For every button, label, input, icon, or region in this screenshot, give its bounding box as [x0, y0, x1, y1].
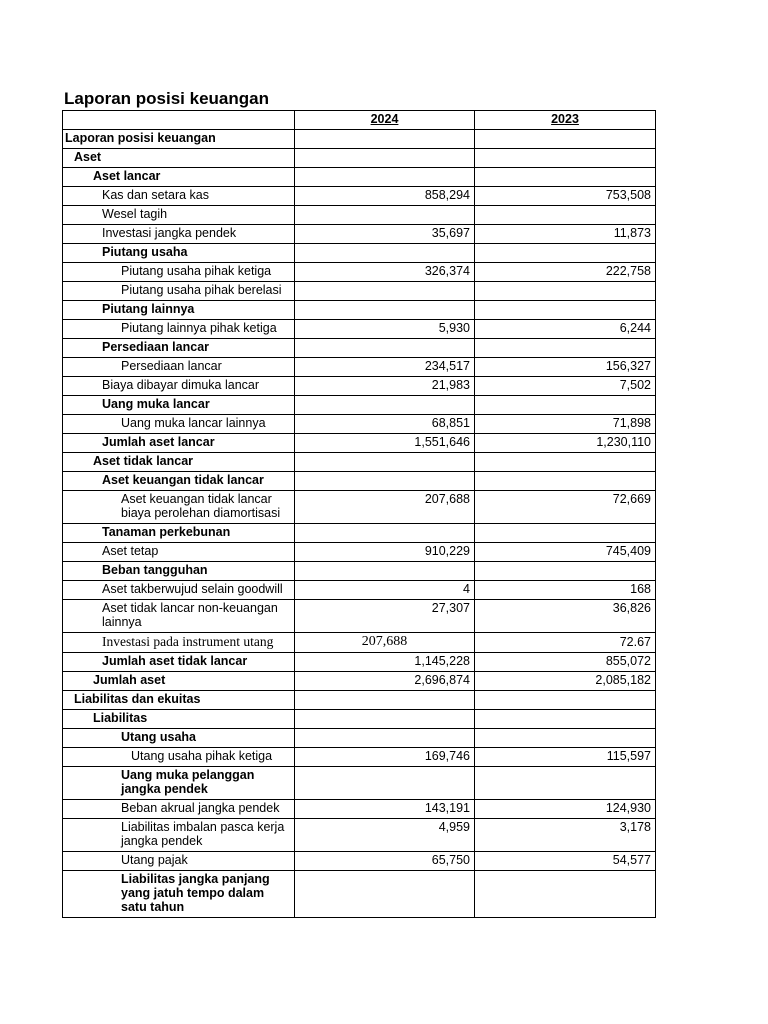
row-label: Aset takberwujud selain goodwill — [63, 581, 295, 600]
row-label: Liabilitas jangka panjang yang jatuh tempo dalam satu tahun — [63, 871, 295, 918]
value-2024 — [295, 282, 475, 301]
value-2024: 5,930 — [295, 320, 475, 339]
value-2024 — [295, 130, 475, 149]
row-label: Beban akrual jangka pendek — [63, 800, 295, 819]
table-row — [63, 672, 656, 691]
page-title: Laporan posisi keuangan — [64, 89, 269, 108]
value-2023: 36,826 — [475, 600, 656, 633]
value-2024 — [295, 691, 475, 710]
value-2024 — [295, 301, 475, 320]
value-2023: 2,085,182 — [475, 672, 656, 691]
table-row — [63, 415, 656, 434]
value-2023: 72,669 — [475, 491, 656, 524]
table-row — [63, 187, 656, 206]
row-label: Uang muka pelanggan jangka pendek — [63, 767, 295, 800]
value-2023: 6,244 — [475, 320, 656, 339]
table-row — [63, 149, 656, 168]
row-label: Biaya dibayar dimuka lancar — [63, 377, 295, 396]
value-2023 — [475, 453, 656, 472]
value-2023 — [475, 691, 656, 710]
value-2024 — [295, 562, 475, 581]
year-header-2023: 2023 — [475, 111, 656, 130]
value-2023 — [475, 472, 656, 491]
row-label: Piutang usaha — [63, 244, 295, 263]
row-label: Aset tidak lancar non-keuangan lainnya — [63, 600, 295, 633]
balance-sheet-table — [62, 110, 656, 918]
value-2023: 71,898 — [475, 415, 656, 434]
value-2024 — [295, 472, 475, 491]
row-label: Uang muka lancar lainnya — [63, 415, 295, 434]
value-2023 — [475, 206, 656, 225]
value-2023: 3,178 — [475, 819, 656, 852]
value-2024: 143,191 — [295, 800, 475, 819]
value-2024 — [295, 339, 475, 358]
row-label: Aset — [63, 149, 295, 168]
table-row — [63, 543, 656, 562]
value-2024: 207,688 — [295, 491, 475, 524]
value-2023 — [475, 339, 656, 358]
row-label: Wesel tagih — [63, 206, 295, 225]
value-2023 — [475, 301, 656, 320]
value-2024 — [295, 710, 475, 729]
value-2024 — [295, 149, 475, 168]
row-label: Aset tidak lancar — [63, 453, 295, 472]
value-2023: 855,072 — [475, 653, 656, 672]
value-2024: 4 — [295, 581, 475, 600]
value-2024 — [295, 729, 475, 748]
value-2023 — [475, 729, 656, 748]
table-row — [63, 633, 656, 653]
row-label: Aset keuangan tidak lancar — [63, 472, 295, 491]
value-2024 — [295, 767, 475, 800]
header-label-cell — [63, 111, 295, 130]
value-2023 — [475, 710, 656, 729]
row-label: Liabilitas dan ekuitas — [63, 691, 295, 710]
table-row — [63, 263, 656, 282]
value-2023 — [475, 244, 656, 263]
table-row — [63, 225, 656, 244]
row-label: Utang usaha — [63, 729, 295, 748]
table-row — [63, 852, 656, 871]
row-label: Piutang lainnya — [63, 301, 295, 320]
row-label: Persediaan lancar — [63, 339, 295, 358]
row-label: Uang muka lancar — [63, 396, 295, 415]
table-row — [63, 301, 656, 320]
value-2024: 1,551,646 — [295, 434, 475, 453]
value-2023: 745,409 — [475, 543, 656, 562]
table-row — [63, 396, 656, 415]
row-label: Laporan posisi keuangan — [63, 130, 295, 149]
table-row — [63, 320, 656, 339]
row-label: Aset tetap — [63, 543, 295, 562]
value-2023 — [475, 149, 656, 168]
value-2024: 68,851 — [295, 415, 475, 434]
value-2023 — [475, 562, 656, 581]
row-label: Beban tangguhan — [63, 562, 295, 581]
table-row — [63, 800, 656, 819]
row-label: Aset lancar — [63, 168, 295, 187]
table-header-row — [63, 111, 656, 130]
value-2024: 858,294 — [295, 187, 475, 206]
row-label: Persediaan lancar — [63, 358, 295, 377]
table-row — [63, 339, 656, 358]
table-row — [63, 434, 656, 453]
row-label: Jumlah aset tidak lancar — [63, 653, 295, 672]
row-label: Liabilitas imbalan pasca kerja jangka pendek — [63, 819, 295, 852]
row-label: Investasi pada instrument utang — [63, 633, 295, 653]
table-row — [63, 710, 656, 729]
row-label: Kas dan setara kas — [63, 187, 295, 206]
value-2023: 168 — [475, 581, 656, 600]
row-label: Piutang usaha pihak ketiga — [63, 263, 295, 282]
value-2024: 234,517 — [295, 358, 475, 377]
table-row — [63, 282, 656, 301]
value-2023: 11,873 — [475, 225, 656, 244]
value-2023 — [475, 767, 656, 800]
value-2024: 169,746 — [295, 748, 475, 767]
value-2023: 115,597 — [475, 748, 656, 767]
value-2023: 72.67 — [475, 633, 656, 653]
table-row — [63, 377, 656, 396]
table-row — [63, 819, 656, 852]
table-row — [63, 472, 656, 491]
value-2023: 7,502 — [475, 377, 656, 396]
table-row — [63, 562, 656, 581]
table-row — [63, 729, 656, 748]
table-row — [63, 767, 656, 800]
row-label: Jumlah aset lancar — [63, 434, 295, 453]
row-label: Piutang lainnya pihak ketiga — [63, 320, 295, 339]
row-label: Aset keuangan tidak lancar biaya perolehan diamortisasi — [63, 491, 295, 524]
table-row — [63, 748, 656, 767]
row-label: Investasi jangka pendek — [63, 225, 295, 244]
value-2023: 1,230,110 — [475, 434, 656, 453]
row-label: Liabilitas — [63, 710, 295, 729]
row-label: Jumlah aset — [63, 672, 295, 691]
value-2024 — [295, 206, 475, 225]
value-2023: 54,577 — [475, 852, 656, 871]
table-row — [63, 491, 656, 524]
value-2023: 156,327 — [475, 358, 656, 377]
table-row — [63, 244, 656, 263]
value-2024: 35,697 — [295, 225, 475, 244]
table-row — [63, 581, 656, 600]
table-row — [63, 206, 656, 225]
value-2024 — [295, 244, 475, 263]
row-label: Tanaman perkebunan — [63, 524, 295, 543]
table-row — [63, 358, 656, 377]
table-row — [63, 871, 656, 918]
value-2023 — [475, 282, 656, 301]
table-row — [63, 600, 656, 633]
table-row — [63, 168, 656, 187]
value-2023: 124,930 — [475, 800, 656, 819]
table-row — [63, 130, 656, 149]
table-row — [63, 653, 656, 672]
table-row — [63, 691, 656, 710]
value-2024: 27,307 — [295, 600, 475, 633]
value-2024: 1,145,228 — [295, 653, 475, 672]
year-header-2024: 2024 — [295, 111, 475, 130]
value-2024: 65,750 — [295, 852, 475, 871]
value-2023 — [475, 871, 656, 918]
value-2024: 910,229 — [295, 543, 475, 562]
row-label: Piutang usaha pihak berelasi — [63, 282, 295, 301]
value-2024: 4,959 — [295, 819, 475, 852]
value-2023: 222,758 — [475, 263, 656, 282]
value-2024 — [295, 524, 475, 543]
value-2023 — [475, 130, 656, 149]
value-2023 — [475, 168, 656, 187]
value-2024 — [295, 453, 475, 472]
value-2024 — [295, 396, 475, 415]
row-label: Utang pajak — [63, 852, 295, 871]
value-2024 — [295, 871, 475, 918]
value-2023: 753,508 — [475, 187, 656, 206]
value-2023 — [475, 524, 656, 543]
value-2024: 207,688 — [295, 633, 475, 653]
value-2024: 326,374 — [295, 263, 475, 282]
table-row — [63, 524, 656, 543]
value-2023 — [475, 396, 656, 415]
row-label: Utang usaha pihak ketiga — [63, 748, 295, 767]
value-2024: 2,696,874 — [295, 672, 475, 691]
value-2024 — [295, 168, 475, 187]
value-2024: 21,983 — [295, 377, 475, 396]
table-row — [63, 453, 656, 472]
